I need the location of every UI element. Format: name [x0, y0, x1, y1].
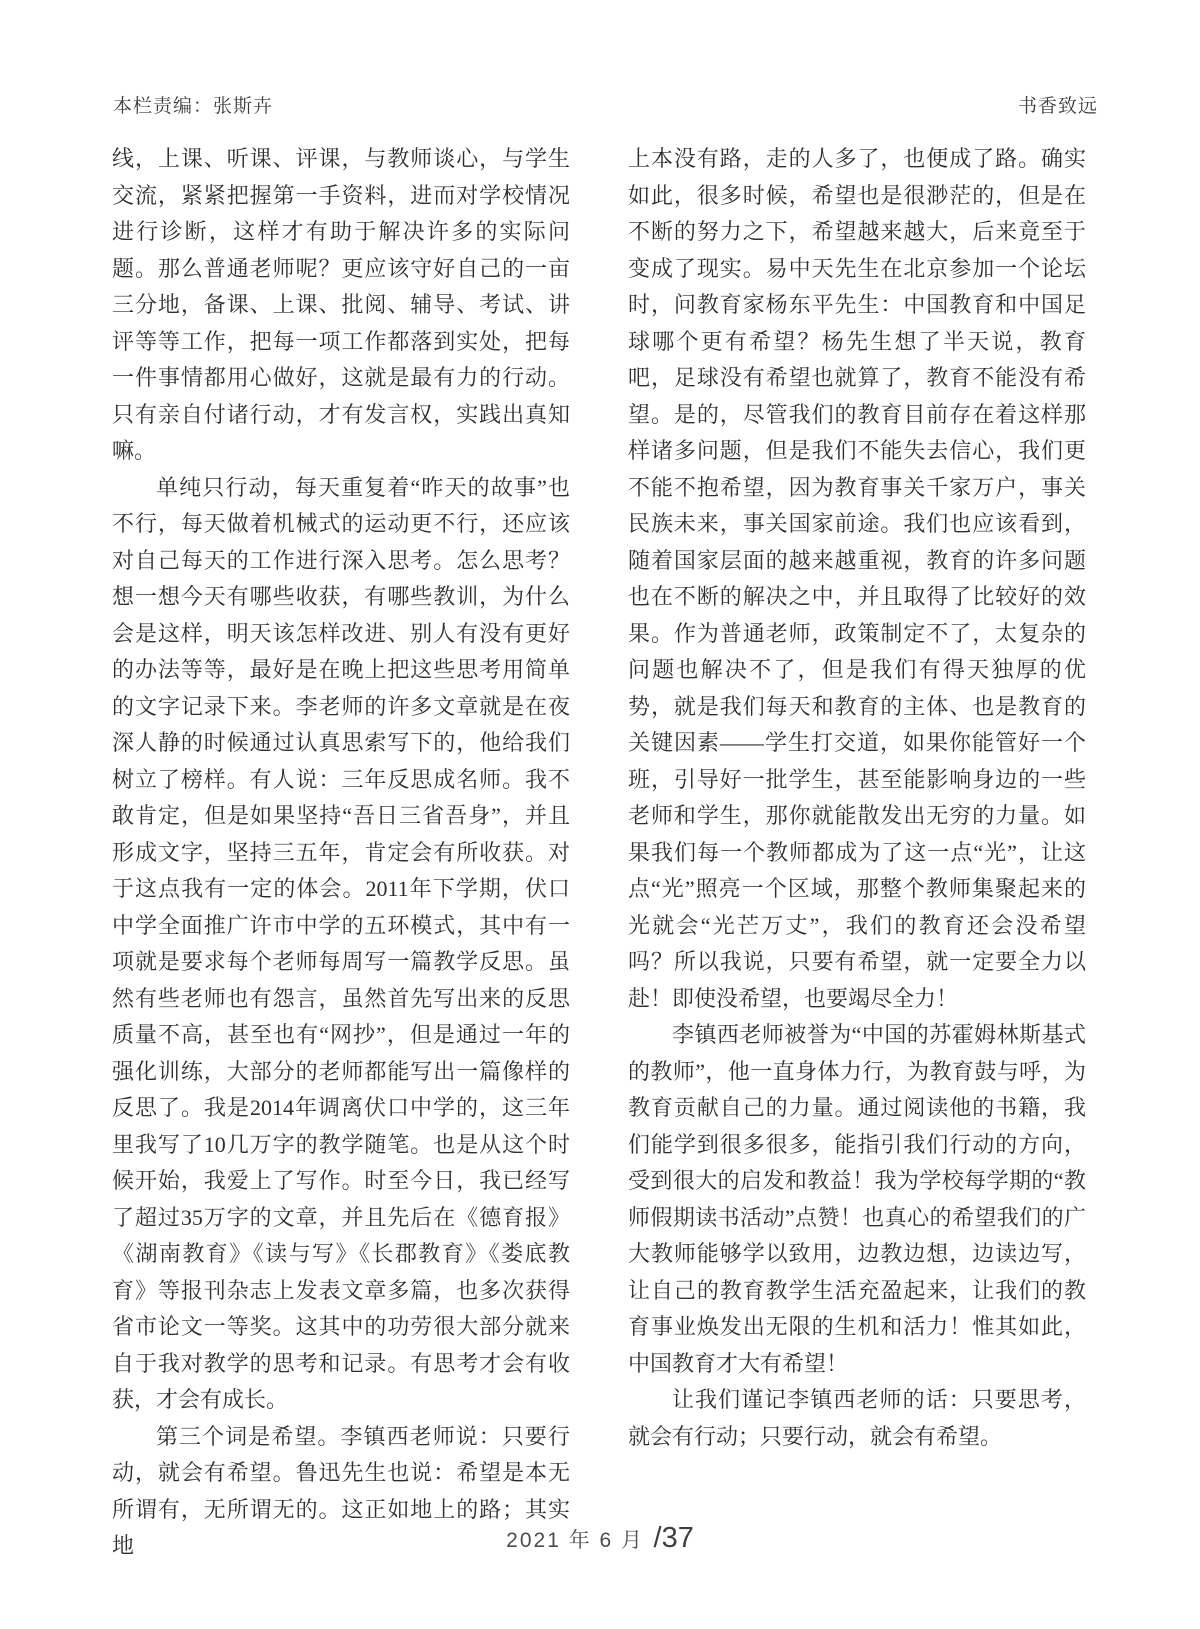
column-editor-label: 本栏责编：张斯卉 — [113, 96, 274, 117]
paragraph-continuation: 线，上课、听课、评课，与教师谈心，与学生交流，紧紧把握第一手资料，进而对学校情况进行诊断，这样才有助于解决许多的实际问题。那么普通老师呢？更应该守好自己的一亩三分地，备课、上课、批阅、辅导、考试、讲评等等工作，把每一项工作都落到实处，把每一件事情都用心做好，这就是最有力的行动。只有亲自付诸行动，才有发言权，实践出真知嘛。 — [112, 146, 570, 463]
issue-date: 2021 年 6 月 — [506, 1529, 645, 1552]
page-number: /37 — [653, 1522, 694, 1554]
page-footer — [0, 1522, 1200, 1555]
right-column — [628, 141, 1086, 1565]
paragraph-continuation: 上本没有路，走的人多了，也便成了路。确实如此，很多时候，希望也是很渺茫的，但是在不断的努力之下，希望越来越大，后来竟至于变成了现实。易中天先生在北京参加一个论坛时，问教育家杨东平先生：中国教育和中国足球哪个更有希望？杨先生想了半天说，教育吧，足球没有希望也就算了，教育不能没有希望。是的，尽管我们的教育目前存在着这样那样诸多问题，但是我们不能失去信心，我们更不能不抱希望，因为教育事关千家万户，事关民族未来，事关国家前途。我们也应该看到，随着国家层面的越来越重视，教育的许多问题也在不断的解决之中，并且取得了比较好的效果。作为普通老师，政策制定不了，太复杂的问题也解决不了，但是我们有得天独厚的优势，就是我们每天和教育的主体、也是教育的关键因素——学生打交道，如果你能管好一个班，引导好一批学生，甚至能影响身边的一些老师和学生，那你就能散发出无穷的力量。如果我们每一个教师都成为了这一点“光”，让这点“光”照亮一个区域，那整个教师集聚起来的光就会“光芒万丈”，我们的教育还会没希望吗？所以我说，只要有希望，就一定要全力以赴！即使没希望，也要竭尽全力！ — [628, 146, 1086, 1011]
page-header — [113, 91, 1098, 118]
paragraph: 李镇西老师被誉为“中国的苏霍姆林斯基式的教师”，他一直身体力行，为教育鼓与呼，为教育贡献自己的力量。通过阅读他的书籍，我们能学到很多很多，能指引我们行动的方向，受到很大的启发和教益！我为学校每学期的“教师假期读书活动”点赞！也真心的希望我们的广大教师能够学以致用，边教边想，边读边写，让自己的教育教学生活充盈起来，让我们的教育事业焕发出无限的生机和活力！惟其如此，中国教育才大有希望！ — [628, 1022, 1086, 1376]
paragraph: 第三个词是希望。李镇西老师说：只要行动，就会有希望。鲁迅先生也说：希望是本无所谓有，无所谓无的。这正如地上的路；其实地 — [112, 1423, 570, 1558]
paragraph: 让我们谨记李镇西老师的话：只要思考，就会有行动；只要行动，就会有希望。 — [628, 1387, 1086, 1449]
article-body — [112, 141, 1086, 1565]
paragraph: 单纯只行动，每天重复着“昨天的故事”也不行，每天做着机械式的运动更不行，还应该对自己每天的工作进行深入思考。怎么思考？想一想今天有哪些收获，有哪些教训，为什么会是这样，明天该怎样改进、别人有没有更好的办法等等，最好是在晚上把这些思考用简单的文字记录下来。李老师的许多文章就是在夜深人静的时候通过认真思索写下的，他给我们树立了榜样。有人说：三年反思成名师。我不敢肯定，但是如果坚持“吾日三省吾身”，并且形成文字，坚持三五年，肯定会有所收获。对于这点我有一定的体会。2011年下学期，伏口中学全面推广许市中学的五环模式，其中有一项就是要求每个老师每周写一篇教学反思。虽然有些老师也有怨言，虽然首先写出来的反思质量不高，甚至也有“网抄”，但是通过一年的强化训练，大部分的老师都能写出一篇像样的反思了。我是2014年调离伏口中学的，这三年里我写了10几万字的教学随笔。也是从这个时候开始，我爱上了写作。时至今日，我已经写了超过35万字的文章，并且先后在《德育报》《湖南教育》《读与写》《长郡教育》《娄底教育》等报刊杂志上发表文章多篇，也多次获得省市论文一等奖。这其中的功劳很大部分就来自于我对教学的思考和记录。有思考才会有收获，才会有成长。 — [112, 474, 570, 1412]
left-column — [112, 141, 570, 1565]
section-title: 书香致远 — [1017, 96, 1098, 117]
